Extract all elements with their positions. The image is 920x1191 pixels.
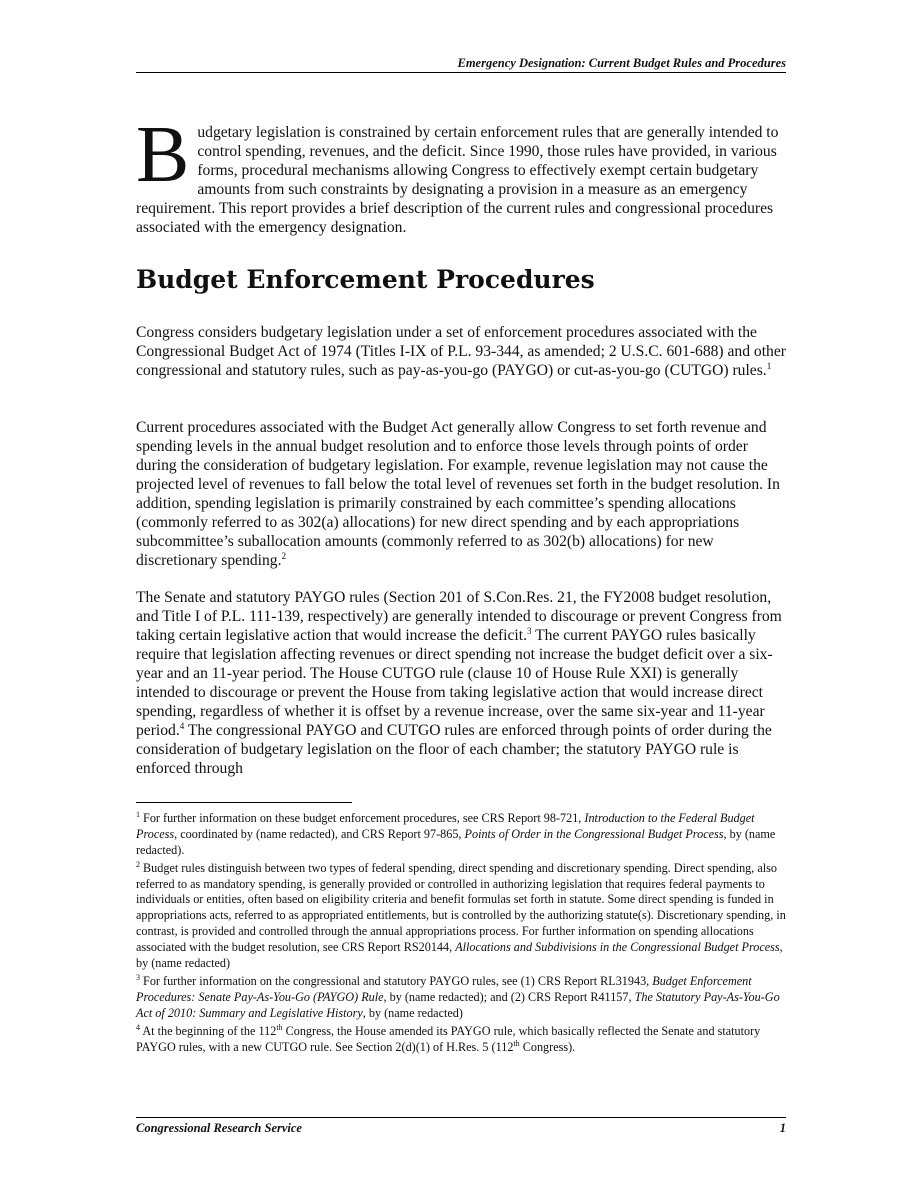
footnote-2-text-2: , by (name redacted)	[136, 939, 783, 970]
paragraph-2-text: Current procedures associated with the Budget Act generally allow Congress to set forth revenue and spending levels in the annual budget resolution and to enforce those levels through points of order during the consideration of budgetary legislation. For example, revenue legislation may not cause the projected level of revenues to fall below the total level of revenues set forth in the budget resolution. In addition, spending legislation is primarily constrained by each committee’s spending allocations (commonly referred to as 302(a) allocations) for new direct spending and by each appropriations subcommittee’s suballocation amounts (commonly referred to as 302(b) allocations) for new discretionary spending.	[136, 419, 780, 569]
footnote-4-text-2: Congress, the House amended its PAYGO rule, which basically reflected the Senate and statutory PAYGO rules, with a new CUTGO rule. See Section 2(d)(1) of H.Res. 5 (112	[136, 1023, 761, 1054]
footnotes	[136, 811, 786, 1058]
footnote-3	[136, 974, 786, 1021]
header-rule	[136, 72, 786, 73]
footnote-3-text: For further information on the congressional and statutory PAYGO rules, see (1) CRS Report RL31943,	[140, 973, 653, 988]
paragraph-3-text-c: The congressional PAYGO and CUTGO rules are enforced through points of order during the consideration of budgetary legislation on the floor of each chamber; the statutory PAYGO rule is enforced through	[136, 722, 772, 777]
footnote-4-ordinal-1: th	[276, 1022, 283, 1032]
footnote-4-ordinal-2: th	[513, 1038, 520, 1048]
footnote-2-number: 2	[136, 859, 140, 869]
footnote-1-text-2: , coordinated by (name redacted), and CRS Report 97-865,	[174, 826, 465, 841]
footnote-1-number: 1	[136, 809, 140, 819]
footnote-3-title-1: Budget Enforcement Procedures: Senate Pay-As-You-Go (PAYGO) Rule	[136, 973, 752, 1004]
footnote-2-title: Allocations and Subdivisions in the Congressional Budget Process	[455, 939, 780, 954]
footnote-ref-4[interactable]: 4	[179, 720, 185, 731]
paragraph-1	[136, 323, 786, 380]
footnote-4-number: 4	[136, 1022, 140, 1032]
drop-cap: B	[136, 111, 190, 199]
footnote-1	[136, 811, 786, 858]
footnote-3-text-3: , by (name redacted)	[362, 1005, 463, 1020]
section-heading: Budget Enforcement Procedures	[136, 265, 595, 294]
paragraph-3-text-b: The current PAYGO rules basically require that legislation affecting revenues or direct spending not increase the budget deficit over a six-year and an 11-year period. The House CUTGO rule (clause 10 of House Rule XXI) is generally intended to discourage or prevent the House from taking legislative action that would increase direct spending, regardless of whether it is offset by a revenue increase, over the same six-year and 11-year period.	[136, 627, 773, 739]
footnote-1-text: For further information on these budget enforcement procedures, see CRS Report 98-721,	[140, 811, 585, 825]
footnote-ref-3[interactable]: 3	[527, 625, 532, 636]
footnote-3-title-2: The Statutory Pay-As-You-Go Act of 2010: Summary and Legislative History	[136, 989, 780, 1020]
footer-organization: Congressional Research Service	[136, 1121, 302, 1135]
footnote-ref-1[interactable]: 1	[766, 360, 772, 371]
paragraph-2	[136, 418, 786, 570]
footnote-4-text: At the beginning of the 112	[140, 1023, 277, 1038]
footnote-4-text-3: Congress).	[519, 1039, 576, 1054]
running-header-title: Emergency Designation: Current Budget Rules and Procedures	[457, 56, 786, 70]
intro-paragraph	[136, 111, 786, 237]
footnote-2	[136, 861, 786, 972]
footer-rule	[136, 1117, 786, 1118]
footnote-ref-2[interactable]: 2	[281, 550, 287, 561]
footnote-1-text-3: , by (name redacted).	[136, 826, 776, 857]
footnote-3-number: 3	[136, 972, 140, 982]
paragraph-3-text-a: The Senate and statutory PAYGO rules (Section 201 of S.Con.Res. 21, the FY2008 budget resolution, and Title I of P.L. 111-139, respectively) are generally intended to discourage or prevent Congress from taking certain legislative action that would increase the deficit.	[136, 589, 782, 644]
footnote-4	[136, 1024, 786, 1056]
intro-text: udgetary legislation is constrained by certain enforcement rules that are generally intended to control spending, revenues, and the deficit. Since 1990, those rules have provided, in various forms, procedural mechanisms allowing Congress to effectively exempt certain budgetary amounts from such constraints by designating a provision in a measure as an emergency requirement. This report provides a brief description of the current rules and congressional procedures associated with the emergency designation.	[136, 124, 779, 236]
footnote-separator	[136, 802, 352, 803]
footnote-1-title-1: Introduction to the Federal Budget Process	[136, 811, 755, 841]
footnote-3-text-2: , by (name redacted); and (2) CRS Report R41157,	[383, 989, 635, 1004]
paragraph-3	[136, 588, 786, 778]
footnote-1-title-2: Points of Order in the Congressional Budget Process	[464, 826, 724, 841]
paragraph-1-text: Congress considers budgetary legislation under a set of enforcement procedures associated with the Congressional Budget Act of 1974 (Titles I-IX of P.L. 93-344, as amended; 2 U.S.C. 601-688) and other congressional and statutory rules, such as pay-as-you-go (PAYGO) or cut-as-you-go (CUTGO) rules.	[136, 324, 786, 379]
page-number: 1	[779, 1121, 786, 1135]
footnote-2-text: Budget rules distinguish between two types of federal spending, direct spending and discretionary spending. Direct spending, also referred to as mandatory spending, is generally provided or controlled in authorizing legislation that requires federal payments to individuals or entities, often based on eligibility criteria and benefit formulas set forth in statute. Some direct spending is funded in appropriations acts, referred to as appropriated entitlements, but is controlled by the authorizing statute(s). Discretionary spending, in contrast, is provided and controlled through the annual appropriations process. For further information on spending allocations associated with the budget resolution, see CRS Report RS20144,	[136, 860, 786, 954]
